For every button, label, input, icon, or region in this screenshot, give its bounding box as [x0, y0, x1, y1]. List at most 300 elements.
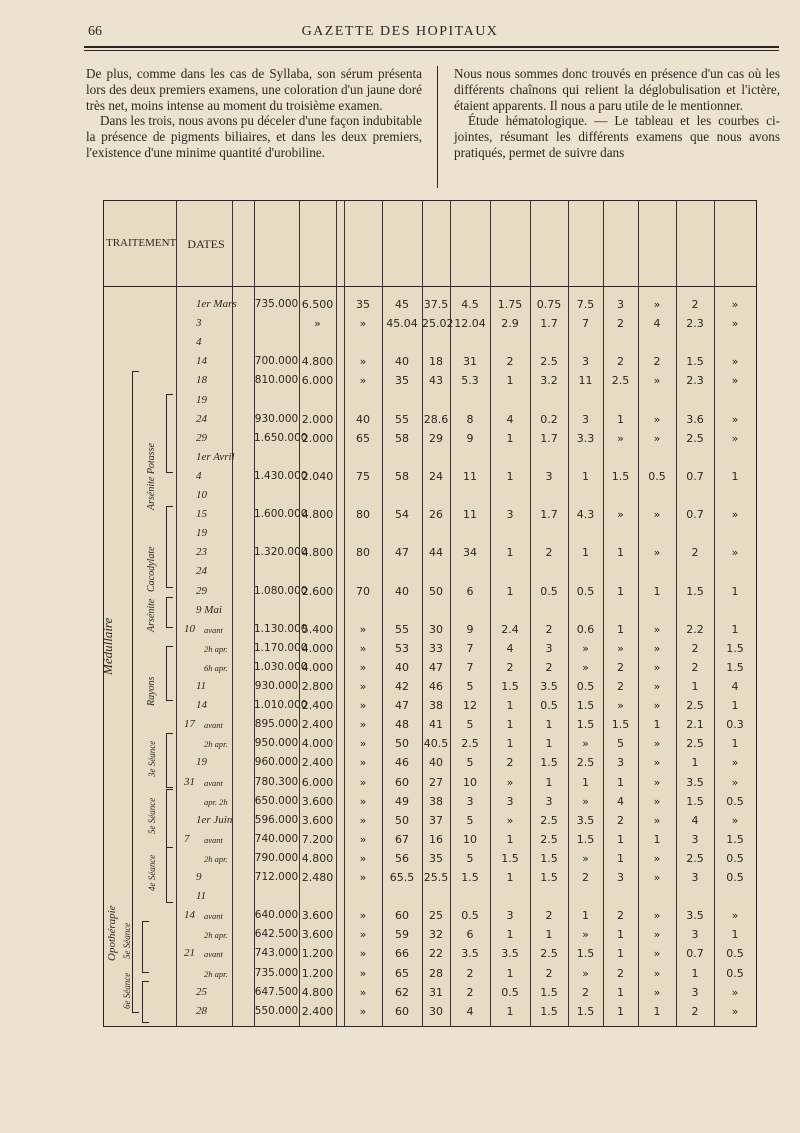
- cell-polyn-trans: 2.5: [576, 756, 595, 770]
- cell-polyn-trans: 11: [578, 374, 593, 388]
- cell-grands-mono: 1.5: [501, 680, 519, 693]
- cell-eosinophiles: 1: [545, 718, 553, 732]
- cell-normoblastes: 2: [691, 1004, 699, 1018]
- cell-myelocytes: 3: [617, 298, 624, 311]
- cell-normoblastes: 1: [691, 756, 699, 770]
- cell-lymphoc: 50: [429, 584, 443, 598]
- cell-lymphoc: 31: [429, 985, 443, 999]
- cell-normoblastes: 0.7: [686, 947, 704, 961]
- cell-glob-rouges: 642.500: [254, 928, 299, 941]
- cell-lymphoc: 24: [429, 469, 443, 483]
- cell-moyens-mono: 2.5: [461, 737, 479, 751]
- cell-eosinophiles: 3.5: [540, 680, 558, 693]
- paragraph: Nous nous sommes donc trouvés en présence d'un cas où les différents chaînons qui relient la déglobulisation et l'ictère, étaient apparents. Il nous a paru utile de le mentionner.: [454, 66, 780, 113]
- cell-glob-blancs: 4.800: [301, 851, 334, 865]
- cell-glob-blancs: 2.600: [301, 584, 334, 598]
- cell-glob-rouges: 1.430.000: [254, 469, 308, 482]
- cell-moyens-mono: 11: [463, 508, 477, 522]
- group-opotherapie: Opothérapie: [106, 905, 118, 961]
- cell-polyn-neutr: 45: [395, 298, 409, 311]
- group-3e-seance: 3e Séance: [147, 740, 157, 777]
- row-date: 14: [196, 355, 207, 368]
- cell-polyn-trans: 2: [582, 985, 589, 999]
- cell-eosinophiles: 2: [545, 660, 553, 674]
- cell-grands-mono: 1: [506, 737, 514, 751]
- cell-moyens-mono: 5.3: [461, 374, 479, 388]
- cell-hemoglobine: »: [359, 832, 367, 846]
- cell-glob-rouges: 950.000: [254, 737, 299, 750]
- cell-glob-blancs: 6.500: [301, 298, 334, 311]
- cell-myelocytes: 1: [617, 928, 624, 942]
- cell-megaloblastes: 1: [731, 928, 739, 942]
- page-number: 66: [88, 24, 102, 39]
- row-subtime: apr. 2h: [204, 796, 228, 807]
- cell-glob-blancs: 2.400: [301, 756, 334, 770]
- cell-polyn-trans: 0.5: [576, 680, 595, 693]
- cell-polyn-trans: 1.5: [576, 699, 595, 713]
- cell-moyens-mono: 9: [466, 431, 474, 445]
- cell-polyn-trans: 0.6: [576, 622, 595, 636]
- cell-hemoglobine: »: [359, 699, 367, 713]
- cell-glob-blancs: 1.200: [301, 947, 334, 961]
- cell-megaloblastes: 0.5: [726, 794, 744, 808]
- cell-glob-blancs: 2.480: [301, 871, 334, 884]
- cell-cell-turck: »: [653, 813, 661, 827]
- cell-myelocytes: 3: [617, 871, 624, 884]
- cell-grands-mono: 4: [506, 641, 514, 655]
- cell-polyn-neutr: 60: [395, 909, 409, 923]
- cell-glob-rouges: 1.080.000: [254, 584, 308, 597]
- group-arsenite: Arsénite: [146, 598, 157, 632]
- row-date: 10: [196, 489, 207, 501]
- cell-eosinophiles: 1: [545, 737, 553, 751]
- cell-glob-blancs: 4.800: [301, 985, 334, 999]
- cell-polyn-neutr: 40: [395, 584, 409, 598]
- cell-cell-turck: 0.5: [648, 469, 666, 483]
- cell-grands-mono: 3: [506, 794, 514, 808]
- cell-grands-mono: 0.5: [501, 985, 519, 999]
- cell-myelocytes: 3: [617, 756, 624, 770]
- cell-normoblastes: 2.5: [686, 431, 704, 445]
- cell-grands-mono: 2: [506, 355, 514, 369]
- row-subtime: 2h apr.: [204, 739, 228, 750]
- cell-normoblastes: 0.7: [686, 508, 704, 522]
- cell-moyens-mono: 10: [463, 775, 477, 789]
- cell-glob-blancs: 3.600: [301, 813, 334, 827]
- row-subtime: avant: [204, 777, 223, 788]
- cell-myelocytes: 1: [617, 832, 624, 846]
- row-date: 19: [196, 393, 207, 406]
- column-rule: [254, 201, 255, 1026]
- cell-polyn-trans: 7.5: [576, 298, 595, 311]
- cell-glob-rouges: 743.000: [254, 947, 299, 960]
- cell-glob-blancs: 3.600: [301, 928, 334, 942]
- cell-cell-turck: 1: [653, 718, 661, 732]
- group-5e-seance-a: 5e Séance: [147, 797, 157, 834]
- cell-hemoglobine: »: [359, 737, 367, 751]
- row-date: 10: [184, 622, 195, 635]
- cell-glob-rouges: 700.000: [254, 355, 299, 368]
- cell-lymphoc: 38: [429, 699, 443, 713]
- cell-hemoglobine: »: [359, 355, 367, 369]
- cell-polyn-trans: 1: [582, 909, 589, 923]
- cell-lymphoc: 32: [429, 928, 443, 942]
- cell-megaloblastes: »: [731, 813, 739, 827]
- row-date: 18: [196, 374, 207, 387]
- group-rayons: Rayons: [146, 676, 157, 706]
- cell-lymphoc: 25.5: [423, 871, 449, 884]
- cell-grands-mono: 2: [506, 756, 514, 770]
- cell-normoblastes: 2: [691, 641, 699, 655]
- group-bracket: [166, 733, 173, 788]
- cell-glob-rouges: 1.600.000: [254, 508, 308, 521]
- cell-megaloblastes: »: [731, 775, 739, 789]
- cell-hemoglobine: »: [359, 317, 367, 331]
- cell-polyn-neutr: 53: [395, 641, 409, 655]
- cell-grands-mono: 4: [506, 412, 514, 426]
- cell-hemoglobine: »: [359, 794, 367, 808]
- cell-glob-blancs: 1.200: [301, 966, 334, 980]
- cell-polyn-neutr: 65: [395, 966, 409, 980]
- cell-normoblastes: 2.3: [686, 374, 704, 388]
- column-rule: [176, 201, 177, 1026]
- cell-grands-mono: 1: [506, 718, 514, 732]
- cell-eosinophiles: 2.5: [540, 813, 558, 827]
- row-date: 1er Avril: [196, 450, 235, 463]
- row-date: 28: [196, 1004, 207, 1017]
- cell-grands-mono: 1: [506, 832, 514, 846]
- cell-myelocytes: 2: [617, 680, 624, 693]
- cell-moyens-mono: 4.5: [461, 298, 479, 311]
- cell-megaloblastes: »: [731, 431, 739, 445]
- cell-normoblastes: 3: [691, 928, 699, 942]
- cell-polyn-trans: »: [582, 660, 589, 674]
- cell-glob-rouges: 790.000: [254, 851, 299, 864]
- cell-lymphoc: 37.5: [423, 298, 449, 311]
- cell-cell-turck: »: [653, 871, 661, 884]
- cell-moyens-mono: 5: [466, 680, 474, 693]
- cell-polyn-trans: 4.3: [576, 508, 595, 522]
- header-treatment: TRAITEMENT: [106, 237, 177, 249]
- cell-cell-turck: »: [653, 546, 661, 560]
- cell-cell-turck: »: [653, 374, 661, 388]
- cell-myelocytes: 2.5: [611, 374, 630, 388]
- cell-polyn-trans: 0.5: [576, 584, 595, 598]
- cell-moyens-mono: 11: [463, 469, 477, 483]
- cell-moyens-mono: 3: [466, 794, 474, 808]
- group-bracket: [166, 394, 173, 473]
- cell-hemoglobine: »: [359, 622, 367, 636]
- cell-glob-rouges: 930.000: [254, 412, 299, 425]
- cell-grands-mono: 2: [506, 660, 514, 674]
- cell-lymphoc: 30: [429, 1004, 443, 1018]
- cell-normoblastes: 3: [691, 832, 699, 846]
- cell-grands-mono: 1: [506, 546, 514, 560]
- cell-megaloblastes: 1: [731, 584, 739, 598]
- cell-lymphoc: 38: [429, 794, 443, 808]
- cell-polyn-neutr: 50: [395, 813, 409, 827]
- cell-moyens-mono: 7: [466, 641, 474, 655]
- cell-polyn-trans: 3.5: [576, 813, 595, 827]
- cell-polyn-neutr: 50: [395, 737, 409, 751]
- cell-eosinophiles: 1.5: [540, 756, 558, 770]
- cell-lymphoc: 25.02: [422, 317, 454, 331]
- cell-moyens-mono: 5: [466, 718, 474, 732]
- cell-moyens-mono: 7: [466, 660, 474, 674]
- cell-myelocytes: 1: [617, 584, 624, 598]
- cell-lymphoc: 18: [429, 355, 443, 369]
- cell-cell-turck: »: [653, 680, 661, 693]
- cell-myelocytes: 2: [617, 813, 624, 827]
- cell-grands-mono: 1: [506, 584, 514, 598]
- cell-hemoglobine: »: [359, 871, 367, 884]
- cell-glob-rouges: 1.130.000: [254, 622, 308, 635]
- cell-normoblastes: 2.2: [686, 622, 704, 636]
- row-subtime: avant: [204, 624, 223, 635]
- cell-cell-turck: »: [653, 431, 661, 445]
- cell-lymphoc: 46: [429, 680, 443, 693]
- cell-hemoglobine: »: [359, 1004, 367, 1018]
- cell-polyn-neutr: 48: [395, 718, 409, 732]
- cell-grands-mono: 1: [506, 431, 514, 445]
- cell-normoblastes: 2.5: [686, 699, 704, 713]
- cell-myelocytes: 1: [617, 412, 624, 426]
- row-date: 11: [196, 890, 207, 903]
- cell-polyn-neutr: 58: [395, 431, 409, 445]
- row-date: 9: [196, 871, 202, 883]
- cell-cell-turck: »: [653, 737, 661, 751]
- cell-glob-blancs: 2.040: [301, 469, 334, 483]
- cell-megaloblastes: »: [731, 374, 739, 388]
- cell-polyn-neutr: 47: [395, 699, 409, 713]
- cell-normoblastes: 3.5: [686, 775, 704, 789]
- cell-cell-turck: 1: [653, 1004, 661, 1018]
- row-date: 19: [196, 527, 207, 540]
- cell-polyn-trans: 3: [582, 412, 589, 426]
- cell-polyn-trans: 1.5: [576, 718, 595, 732]
- cell-lymphoc: 27: [429, 775, 443, 789]
- cell-cell-turck: 1: [653, 584, 661, 598]
- cell-polyn-neutr: 35: [395, 374, 409, 388]
- cell-normoblastes: 1.5: [686, 584, 704, 598]
- group-bracket: [166, 847, 173, 903]
- row-subtime: avant: [204, 911, 223, 922]
- row-date: 1er Mars: [196, 298, 237, 310]
- cell-cell-turck: »: [653, 660, 661, 674]
- cell-eosinophiles: 1: [545, 775, 553, 789]
- cell-glob-blancs: 6.000: [301, 374, 334, 388]
- row-date: 4: [196, 336, 202, 349]
- cell-hemoglobine: 40: [356, 412, 370, 426]
- cell-eosinophiles: 1.5: [540, 985, 558, 999]
- cell-glob-rouges: 780.300: [254, 775, 299, 788]
- cell-myelocytes: 1: [617, 851, 624, 865]
- cell-polyn-neutr: 62: [395, 985, 409, 999]
- cell-glob-rouges: 735.000: [254, 298, 299, 310]
- cell-polyn-trans: »: [582, 928, 589, 942]
- cell-polyn-trans: 7: [582, 317, 589, 331]
- cell-myelocytes: »: [617, 641, 624, 655]
- cell-glob-rouges: 930.000: [254, 680, 299, 692]
- cell-moyens-mono: 2: [466, 985, 474, 999]
- row-date: 31: [184, 775, 195, 788]
- cell-glob-rouges: 740.000: [254, 832, 299, 845]
- cell-moyens-mono: 10: [463, 832, 477, 846]
- cell-megaloblastes: 1: [731, 622, 739, 636]
- cell-megaloblastes: »: [731, 355, 739, 369]
- group-bracket: [166, 646, 173, 701]
- cell-lymphoc: 40: [429, 756, 443, 770]
- row-subtime: 2h apr.: [204, 930, 228, 941]
- cell-cell-turck: 4: [653, 317, 661, 331]
- cell-glob-rouges: 1.320.000: [254, 546, 308, 559]
- row-date: 25: [196, 985, 207, 998]
- paragraph: Dans les trois, nous avons pu déceler d'une façon indubitable la présence de pigments biliaires, et dans les deux premiers, l'existence d'une minime quantité d'urobiline.: [86, 113, 422, 160]
- cell-moyens-mono: 6: [466, 928, 474, 942]
- cell-hemoglobine: »: [359, 660, 367, 674]
- cell-glob-rouges: 550.000: [254, 1004, 299, 1017]
- cell-megaloblastes: »: [731, 412, 739, 426]
- cell-hemoglobine: »: [359, 680, 367, 693]
- cell-polyn-trans: »: [582, 737, 589, 751]
- cell-eosinophiles: 2: [545, 966, 553, 980]
- cell-eosinophiles: 3: [545, 794, 553, 808]
- cell-normoblastes: 1.5: [686, 355, 704, 369]
- cell-polyn-trans: »: [582, 966, 589, 980]
- cell-normoblastes: 2.5: [686, 851, 704, 865]
- cell-eosinophiles: 2: [545, 622, 553, 636]
- cell-moyens-mono: 12: [463, 699, 477, 713]
- cell-grands-mono: 3.5: [501, 947, 519, 961]
- cell-glob-blancs: 2.000: [301, 412, 334, 426]
- row-subtime: 6h apr.: [204, 662, 228, 673]
- cell-moyens-mono: 8: [466, 412, 474, 426]
- cell-grands-mono: 1: [506, 928, 514, 942]
- cell-polyn-neutr: 40: [395, 355, 409, 369]
- cell-glob-rouges: 960.000: [254, 756, 299, 769]
- group-4e-seance: 4e Séance: [147, 854, 157, 891]
- cell-glob-blancs: 4.800: [301, 355, 334, 369]
- group-bracket: [142, 921, 149, 973]
- cell-moyens-mono: 6: [466, 584, 474, 598]
- cell-megaloblastes: »: [731, 546, 739, 560]
- cell-polyn-trans: 1.5: [576, 1004, 595, 1018]
- cell-polyn-neutr: 42: [395, 680, 409, 693]
- cell-glob-rouges: 650.000: [254, 794, 299, 807]
- row-subtime: 2h apr.: [204, 968, 228, 979]
- cell-eosinophiles: 1.5: [540, 871, 558, 884]
- cell-glob-blancs: 2.400: [301, 1004, 334, 1018]
- cell-lymphoc: 47: [429, 660, 443, 674]
- cell-moyens-mono: 1.5: [461, 871, 479, 884]
- cell-glob-rouges: 712.000: [254, 871, 299, 883]
- cell-polyn-neutr: 58: [395, 469, 409, 483]
- cell-megaloblastes: 1.5: [726, 832, 744, 846]
- cell-lymphoc: 28.6: [423, 412, 449, 426]
- row-date: 29: [196, 584, 207, 597]
- cell-eosinophiles: 3: [545, 469, 553, 483]
- cell-cell-turck: »: [653, 966, 661, 980]
- cell-eosinophiles: 2.5: [540, 947, 558, 961]
- cell-myelocytes: 2: [617, 966, 624, 980]
- cell-grands-mono: 1.5: [501, 851, 519, 865]
- cell-polyn-trans: »: [582, 851, 589, 865]
- cell-grands-mono: 3: [506, 909, 514, 923]
- cell-polyn-trans: »: [582, 641, 589, 655]
- cell-eosinophiles: 0.5: [540, 699, 558, 713]
- cell-hemoglobine: 80: [356, 508, 370, 522]
- cell-myelocytes: 4: [617, 794, 624, 808]
- cell-glob-blancs: »: [314, 317, 321, 331]
- cell-glob-blancs: 4.800: [301, 508, 334, 522]
- cell-eosinophiles: 1.5: [540, 851, 558, 865]
- cell-glob-blancs: 2.400: [301, 699, 334, 713]
- cell-hemoglobine: 70: [356, 584, 370, 598]
- cell-glob-blancs: 2.800: [301, 680, 334, 693]
- row-date: 7: [184, 832, 190, 845]
- row-date: 17: [184, 718, 195, 731]
- cell-cell-turck: 2: [653, 355, 661, 369]
- cell-megaloblastes: »: [731, 1004, 739, 1018]
- cell-lymphoc: 44: [429, 546, 443, 560]
- cell-cell-turck: »: [653, 928, 661, 942]
- cell-glob-blancs: 4.800: [301, 546, 334, 560]
- cell-normoblastes: 3.5: [686, 909, 704, 923]
- cell-grands-mono: »: [506, 813, 514, 827]
- cell-hemoglobine: 80: [356, 546, 370, 560]
- cell-megaloblastes: »: [731, 756, 739, 770]
- column-rule: [336, 201, 337, 1026]
- cell-glob-rouges: 895.000: [254, 718, 299, 731]
- cell-cell-turck: 1: [653, 832, 661, 846]
- cell-megaloblastes: 0.5: [726, 871, 744, 884]
- cell-grands-mono: 2.4: [501, 622, 519, 636]
- cell-normoblastes: 4: [691, 813, 699, 827]
- cell-normoblastes: 0.7: [686, 469, 704, 483]
- cell-polyn-neutr: 60: [395, 775, 409, 789]
- cell-megaloblastes: »: [731, 298, 739, 311]
- row-subtime: avant: [204, 720, 223, 731]
- cell-cell-turck: »: [653, 641, 661, 655]
- cell-lymphoc: 41: [429, 718, 443, 732]
- group-5e-seance-b: 5e Séance: [122, 922, 132, 959]
- cell-polyn-trans: »: [582, 794, 589, 808]
- cell-hemoglobine: »: [359, 851, 367, 865]
- paragraph: De plus, comme dans les cas de Syllaba, son sérum présenta lors des deux premiers examens, une coloration d'un jaune doré très net, moins intense au moment du troisième examen.: [86, 66, 422, 113]
- cell-normoblastes: 2.3: [686, 317, 704, 331]
- cell-myelocytes: 1: [617, 985, 624, 999]
- cell-megaloblastes: 4: [731, 680, 739, 693]
- cell-glob-rouges: 1.170.000: [254, 641, 308, 654]
- cell-eosinophiles: 0.5: [540, 584, 558, 598]
- cell-polyn-trans: 3.3: [576, 431, 595, 445]
- row-date: 1er Juin: [196, 813, 233, 826]
- cell-normoblastes: 2.5: [686, 737, 704, 751]
- cell-myelocytes: 1: [617, 1004, 624, 1018]
- group-6e-seance: 6e Séance: [122, 972, 132, 1009]
- row-date: 9 Mai: [196, 603, 222, 616]
- paragraph: Étude hématologique. — Le tableau et les courbes ci-jointes, résumant les différents examens que nous avons pratiqués, permet de suivre dans: [454, 113, 780, 160]
- cell-eosinophiles: 1.5: [540, 1004, 558, 1018]
- cell-glob-blancs: 4.000: [301, 660, 334, 674]
- cell-glob-blancs: 4.000: [301, 737, 334, 751]
- cell-polyn-neutr: 47: [395, 546, 409, 560]
- group-bracket: [166, 789, 173, 848]
- cell-glob-rouges: 640.000: [254, 909, 299, 922]
- cell-cell-turck: »: [653, 909, 661, 923]
- cell-cell-turck: »: [653, 794, 661, 808]
- row-date: 4: [196, 469, 202, 482]
